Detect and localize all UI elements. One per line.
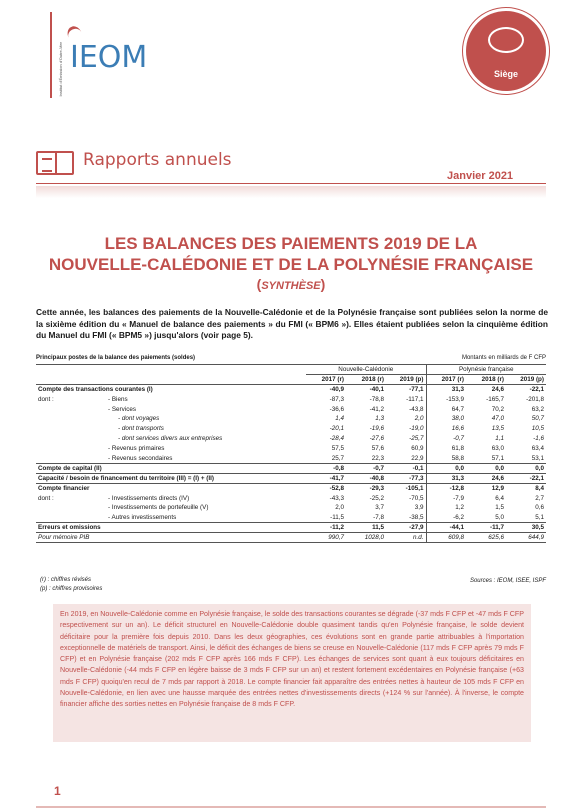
row-label: Capacité / besoin de financement du territoire (III) = (I) + (II)	[36, 473, 236, 483]
row-prefix	[36, 513, 106, 523]
world-map-icon	[488, 27, 524, 53]
table-cell: 1,5	[495, 504, 504, 512]
header-divider	[36, 183, 546, 184]
table-cell: 57,6	[371, 445, 384, 453]
table-cell: -20,1	[329, 425, 344, 433]
table-cell: -165,7	[486, 395, 504, 403]
table-cell: 0,6	[535, 504, 544, 512]
subtitle: (SYNTHÈSE)	[256, 276, 326, 292]
table-year-header	[36, 374, 546, 384]
table-cell: 12,9	[466, 483, 506, 493]
group-pf: Polynésie française	[426, 365, 546, 375]
table-cell: 8,4	[506, 483, 546, 493]
page-number: 1	[54, 784, 61, 798]
table-cell: -12,8	[426, 483, 466, 493]
table-row	[36, 394, 546, 404]
row-prefix	[36, 503, 106, 513]
row-label: Erreurs et omissions	[36, 523, 236, 533]
row-prefix	[36, 414, 106, 424]
table-cell: 16,6	[426, 424, 466, 434]
table-row	[36, 454, 546, 464]
table-cell: -78,8	[369, 395, 384, 403]
table-cell: -43,8	[409, 405, 424, 413]
logo-bar	[50, 12, 56, 98]
table-cell: 47,0	[491, 415, 504, 423]
table-cell: -29,3	[346, 483, 386, 493]
table-cell: -40,8	[346, 473, 386, 483]
logo-text: IEOM	[70, 40, 148, 75]
table-row	[36, 503, 546, 513]
table-cell: -41,2	[369, 405, 384, 413]
table-cell: -11,5	[330, 514, 344, 522]
table-cell: -0,7	[426, 434, 466, 444]
table-cell: 6,4	[495, 494, 504, 502]
table-cell: -19,0	[409, 425, 424, 433]
row-label: - Investissements de portefeuille (V)	[108, 504, 209, 512]
table-row	[36, 424, 546, 434]
row-label: Compte des transactions courantes (I)	[36, 384, 236, 394]
table-row	[36, 434, 546, 444]
table-cell: 63,2	[531, 405, 544, 413]
row-label: Compte financier	[36, 483, 236, 493]
title-line-1: LES BALANCES DES PAIEMENTS 2019 DE LA	[104, 234, 478, 253]
row-label: Compte de capital (II)	[36, 463, 236, 473]
table-cell: -7,9	[426, 493, 466, 503]
ieom-logo	[44, 12, 174, 98]
table-cell: 1028,0	[346, 533, 386, 543]
table-cell: 31,3	[426, 384, 466, 394]
table-cell: -70,5	[409, 494, 424, 502]
table-row	[36, 483, 546, 493]
row-label: - Investissements directs (IV)	[108, 494, 190, 502]
year-pf-2019: 2019 (p)	[506, 374, 546, 384]
table-row	[36, 493, 546, 503]
table-cell: -41,7	[306, 473, 346, 483]
subtitle-text: SYNTHÈSE	[261, 280, 321, 292]
table-cell: 60,9	[411, 445, 424, 453]
table-cell: -43,3	[329, 494, 344, 502]
row-label: - Services	[108, 405, 136, 413]
row-label: - Autres investissements	[108, 514, 177, 522]
table-cell: 58,8	[426, 454, 466, 464]
siege-badge	[466, 11, 546, 91]
table-cell: -27,6	[369, 435, 384, 443]
table-cell: -0,1	[386, 463, 426, 473]
table-cell: 625,6	[466, 533, 506, 543]
table-row	[36, 513, 546, 523]
table-cell: 38,0	[426, 414, 466, 424]
table-caption	[36, 355, 546, 361]
table-cell: -36,6	[329, 405, 344, 413]
table-cell: 5,0	[495, 514, 504, 522]
table-cell: -117,1	[406, 395, 424, 403]
table-cell: 0,0	[426, 463, 466, 473]
table-cell: 990,7	[306, 533, 346, 543]
row-prefix	[36, 404, 106, 414]
table-cell: 2,0	[335, 504, 344, 512]
table-row	[36, 404, 546, 414]
balance-table	[36, 364, 546, 543]
table-cell: 3,9	[414, 504, 424, 512]
table-cell: -28,4	[329, 435, 344, 443]
table-cell: -38,5	[409, 514, 424, 522]
row-label: - dont voyages	[118, 415, 160, 423]
table-cell: -7,8	[373, 514, 384, 522]
table-cell: 57,5	[331, 445, 344, 453]
row-label: Pour mémoire PIB	[36, 533, 236, 543]
table-cell: 1,1	[495, 435, 504, 443]
group-nc: Nouvelle-Calédonie	[306, 365, 426, 375]
table-cell: 609,8	[426, 533, 466, 543]
table-cell: -77,3	[386, 473, 426, 483]
note-revised: (r) : chiffres révisés	[40, 577, 92, 583]
table-cell: -25,7	[409, 435, 424, 443]
table-cell: 0,0	[466, 463, 506, 473]
table-cell: 2,0	[414, 415, 424, 423]
publication-date: Janvier 2021	[447, 170, 514, 182]
table-cell: -40,1	[346, 384, 386, 394]
table-cell: -22,1	[506, 384, 546, 394]
table-cell: 3,7	[375, 504, 384, 512]
intro-paragraph: Cette année, les balances des paiements de la Nouvelle-Calédonie et de la Polynésie française sont publiées selon la norme de la sixième édition du « Manuel de balance des paiements » du FMI (« BPM6 »). Elles étaient publiées selon la cinquième édition du Manuel du FMI (« BPM5 ») jusqu'alors (voir page 5).	[36, 307, 548, 340]
table-cell: -6,2	[426, 513, 466, 523]
page-title	[36, 233, 546, 275]
table-cell: n.d.	[386, 533, 426, 543]
title-line-2: NOUVELLE-CALÉDONIE ET DE LA POLYNÉSIE FRANÇAISE	[48, 255, 534, 274]
table-cell: 25,7	[331, 454, 344, 462]
table-cell: 53,1	[531, 454, 544, 462]
table-cell: 22,9	[411, 454, 424, 462]
table-row	[36, 463, 546, 473]
row-label: - Revenus primaires	[108, 445, 165, 453]
table-cell: -52,8	[306, 483, 346, 493]
table-cell: 13,5	[491, 425, 504, 433]
logo-subtext: Institut d'Émission d'Outre-Mer	[58, 42, 63, 97]
table-cell: -40,9	[306, 384, 346, 394]
table-group-header	[36, 365, 546, 375]
row-label: - dont services divers aux entreprises	[118, 435, 223, 443]
table-cell: 0,0	[506, 463, 546, 473]
table-notes	[40, 576, 102, 594]
badge-label: Siège	[493, 69, 518, 79]
table-row	[36, 414, 546, 424]
row-prefix	[36, 454, 106, 464]
table-cell: -44,1	[426, 523, 466, 533]
table-cell: 1,4	[335, 415, 344, 423]
book-icon	[36, 151, 74, 175]
table-cell: 10,5	[531, 425, 544, 433]
table-cell: 11,5	[346, 523, 386, 533]
table-cell: -0,7	[346, 463, 386, 473]
table-row	[36, 473, 546, 483]
row-label: - Biens	[108, 395, 128, 403]
year-nc-2017: 2017 (r)	[306, 374, 346, 384]
table-cell: -25,2	[369, 494, 384, 502]
table-cell: 63,4	[531, 445, 544, 453]
table-cell: 24,6	[466, 473, 506, 483]
table-cell: 61,8	[426, 444, 466, 454]
table-cell: 57,1	[491, 454, 504, 462]
table-unit: Montants en milliards de F CFP	[461, 355, 546, 361]
table-row	[36, 444, 546, 454]
year-pf-2017: 2017 (r)	[426, 374, 466, 384]
note-provisional: (p) : chiffres provisoires	[40, 586, 103, 592]
row-prefix	[36, 444, 106, 454]
table-cell: -1,6	[533, 435, 544, 443]
table-row	[36, 523, 546, 533]
year-nc-2018: 2018 (r)	[346, 374, 386, 384]
row-prefix	[36, 434, 106, 444]
table-cell: 64,7	[426, 404, 466, 414]
table-cell: 1,2	[426, 503, 466, 513]
table-cell: -11,2	[306, 523, 346, 533]
table-cell: -22,1	[506, 473, 546, 483]
table-cell: -27,9	[386, 523, 426, 533]
table-source: Sources : IEOM, ISEE, ISPF	[469, 578, 546, 584]
table-cell: -19,6	[369, 425, 384, 433]
row-label: - Revenus secondaires	[108, 454, 173, 462]
table-cell: -201,8	[526, 395, 544, 403]
row-prefix: dont :	[38, 395, 54, 403]
section-title: Rapports annuels	[83, 150, 232, 170]
table-cell: 1,3	[375, 415, 384, 423]
row-prefix: dont :	[38, 494, 54, 502]
header-shade	[36, 186, 546, 198]
footer-line	[36, 806, 546, 808]
table-cell: -87,3	[329, 395, 344, 403]
table-cell: -0,8	[306, 463, 346, 473]
table-cell: -11,7	[466, 523, 506, 533]
table-cell: 2,7	[535, 494, 544, 502]
table-cell: 63,0	[491, 445, 504, 453]
table-cell: -153,9	[426, 394, 466, 404]
row-prefix	[36, 424, 106, 434]
row-label: - dont transports	[118, 425, 164, 433]
year-nc-2019: 2019 (p)	[386, 374, 426, 384]
table-cell: -105,1	[386, 483, 426, 493]
table-title: Principaux postes de la balance des paiements (soldes)	[36, 355, 196, 361]
table-row	[36, 384, 546, 394]
table-cell: -77,1	[386, 384, 426, 394]
table-cell: 22,3	[371, 454, 384, 462]
year-pf-2018: 2018 (r)	[466, 374, 506, 384]
summary-box: En 2019, en Nouvelle-Calédonie comme en Polynésie française, le solde des transactions courantes se dégrade (-37 mds F CFP et -47 mds F CFP respectivement sur un an). Le déficit structurel en Nouvelle-Calédonie double quasiment tandis qu'en Polynésie française, le solde devient déficitaire pour la première fois depuis 2010. Dans les deux géographies, ces évolutions sont en grande partie attribuables à l'importation exceptionnelle de matériels de transport. Ainsi, le déficit des échanges de biens se creuse en Nouvelle-Calédonie (117 mds F CFP après 79 mds F CFP) et en Polynésie française (202 mds F CFP après 166 mds F CFP). Les échanges de services sont quant à eux toujours déficitaires en Nouvelle-Calédonie (-44 mds F CFP en légère baisse de 3 mds F CFP sur un an) et restent fortement excédentaires en Polynésie française (+63 mds F CFP) quoiqu'en recul de 7 mds par rapport à 2018. Le compte financier fait apparaître des entrées nettes à hauteur de 105 mds F CFP en Nouvelle-Calédonie, en lien avec une hausse marquée des entrées nettes d'investissements directs (+124 % sur l'année). À l'inverse, le compte financier affiche des sorties nettes en Polynésie française de 8 mds F CFP.	[53, 604, 531, 742]
table-cell: 644,9	[506, 533, 546, 543]
table-cell: 50,7	[531, 415, 544, 423]
table-cell: 30,5	[506, 523, 546, 533]
table-cell: 5,1	[535, 514, 544, 522]
table-cell: 24,6	[466, 384, 506, 394]
table-cell: 31,3	[426, 473, 466, 483]
table-cell: 70,2	[491, 405, 504, 413]
table-row	[36, 533, 546, 543]
